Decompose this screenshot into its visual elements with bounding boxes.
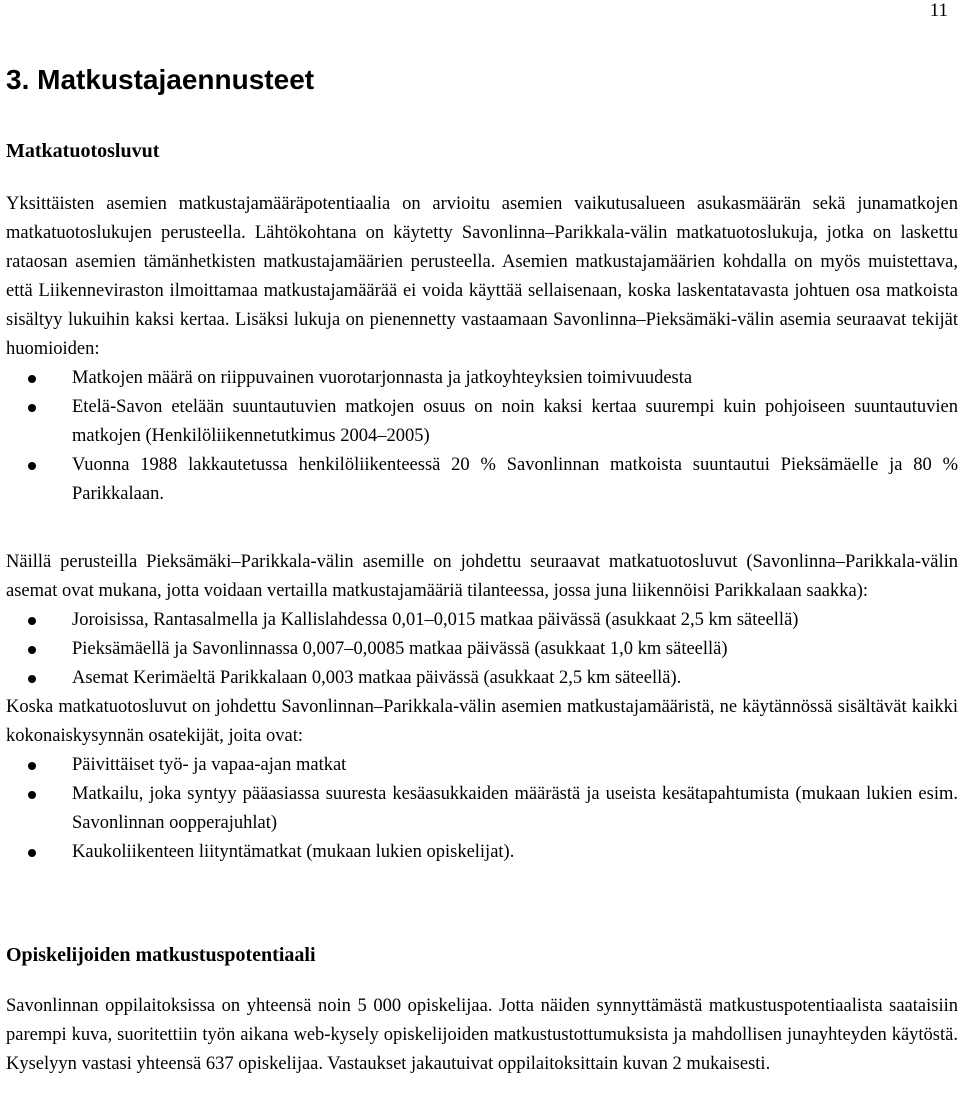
list-item	[6, 838, 958, 867]
list-item	[6, 606, 958, 635]
list-item-text: Vuonna 1988 lakkautetussa henkilöliikenteessä 20 % Savonlinnan matkoista suuntautui Pieksämäelle ja 80 % Parikkalaan.	[72, 455, 958, 504]
list-item	[6, 364, 958, 393]
bullet-icon	[28, 404, 36, 412]
students-paragraph: Savonlinnan oppilaitoksissa on yhteensä noin 5 000 opiskelijaa. Jotta näiden synnyttämästä matkustuspotentiaalista saataisiin parempi kuva, suoritettiin työn aikana web-kysely opiskelijoiden matkustustottumuksista ja mahdollisen junayhteyden käytöstä. Kyselyyn vastasi yhteensä 637 opiskelijaa. Vastaukset jakautuivat oppilaitoksittain kuvan 2 mukaisesti.	[6, 996, 958, 1074]
bullet-icon	[28, 462, 36, 470]
intro-paragraph: Yksittäisten asemien matkustajamääräpotentiaalia on arvioitu asemien vaikutusalueen asukasmäärän sekä junamatkojen matkatuotoslukujen perusteella. Lähtökohtana on käytetty Savonlinna–Parikkala-välin matkatuotoslukuja, jotka on laskettu rataosan asemien tämänhetkisten matkustajamäärien perusteella. Asemien matkustajamäärien kohdalla on myös muistettava, että Liikenneviraston ilmoittamaa matkustajamäärää ei voida käyttää sellaisenaan, koska laskentatavasta johtuen osa matkoista sisältyy lukuihin kaksi kertaa. Lisäksi lukuja on pienennetty vastaamaan Savonlinna–Pieksämäki-välin asemia seuraavat tekijät huomioiden:	[6, 194, 958, 359]
list-item-text: Pieksämäellä ja Savonlinnassa 0,007–0,0085 matkaa päivässä (asukkaat 1,0 km säteellä)	[72, 639, 728, 659]
bullet-icon	[28, 791, 36, 799]
bullet-icon	[28, 762, 36, 770]
list-item	[6, 393, 958, 451]
list-item	[6, 451, 958, 509]
bullet-icon	[28, 375, 36, 383]
section-body-tuotosluvut	[6, 548, 958, 867]
list-item-text: Etelä-Savon etelään suuntautuvien matkojen osuus on noin kaksi kertaa suurempi kuin pohjoiseen suuntautuvien matkojen (Henkilöliikennetutkimus 2004–2005)	[72, 397, 958, 446]
list-item-text: Joroisissa, Rantasalmella ja Kallislahdessa 0,01–0,015 matkaa päivässä (asukkaat 2,5 km säteellä)	[72, 610, 799, 630]
section-body-matkatuotosluvut	[6, 190, 958, 509]
list-item	[6, 780, 958, 838]
list-item	[6, 664, 958, 693]
bullet-icon	[28, 675, 36, 683]
section-title-matkatuotosluvut: Matkatuotosluvut	[6, 140, 160, 162]
page-number: 11	[929, 0, 948, 21]
list-item-text: Asemat Kerimäeltä Parikkalaan 0,003 matkaa päivässä (asukkaat 2,5 km säteellä).	[72, 668, 682, 688]
rates-list	[6, 606, 958, 693]
list-item-text: Matkailu, joka syntyy pääasiassa suuresta kesäasukkaiden määrästä ja useista kesätapahtumista (mukaan lukien esim. Savonlinnan oopperajuhlat)	[72, 784, 958, 833]
list-item	[6, 635, 958, 664]
bullet-icon	[28, 646, 36, 654]
demand-components-paragraph: Koska matkatuotosluvut on johdettu Savonlinnan–Parikkala-välin asemien matkustajamääristä, ne käytännössä sisältävät kaikki kokonaiskysynnän osatekijät, joita ovat:	[6, 697, 958, 746]
section-title-opiskelijoiden: Opiskelijoiden matkustuspotentiaali	[6, 944, 316, 966]
list-item-text: Matkojen määrä on riippuvainen vuorotarjonnasta ja jatkoyhteyksien toimivuudesta	[72, 368, 693, 388]
bullet-icon	[28, 617, 36, 625]
derived-rates-paragraph: Näillä perusteilla Pieksämäki–Parikkala-välin asemille on johdettu seuraavat matkatuotosluvut (Savonlinna–Parikkala-välin asemat ovat mukana, jotta voidaan vertailla matkustajamääriä tilanteessa, jossa juna liikennöisi Parikkalaan saakka):	[6, 552, 958, 601]
demand-components-list	[6, 751, 958, 867]
list-item	[6, 751, 958, 780]
chapter-title: 3. Matkustajaennusteet	[6, 64, 315, 95]
factor-list	[6, 364, 958, 509]
section-body-opiskelijoiden	[6, 992, 958, 1079]
list-item-text: Päivittäiset työ- ja vapaa-ajan matkat	[72, 755, 347, 775]
list-item-text: Kaukoliikenteen liityntämatkat (mukaan lukien opiskelijat).	[72, 842, 515, 862]
bullet-icon	[28, 849, 36, 857]
